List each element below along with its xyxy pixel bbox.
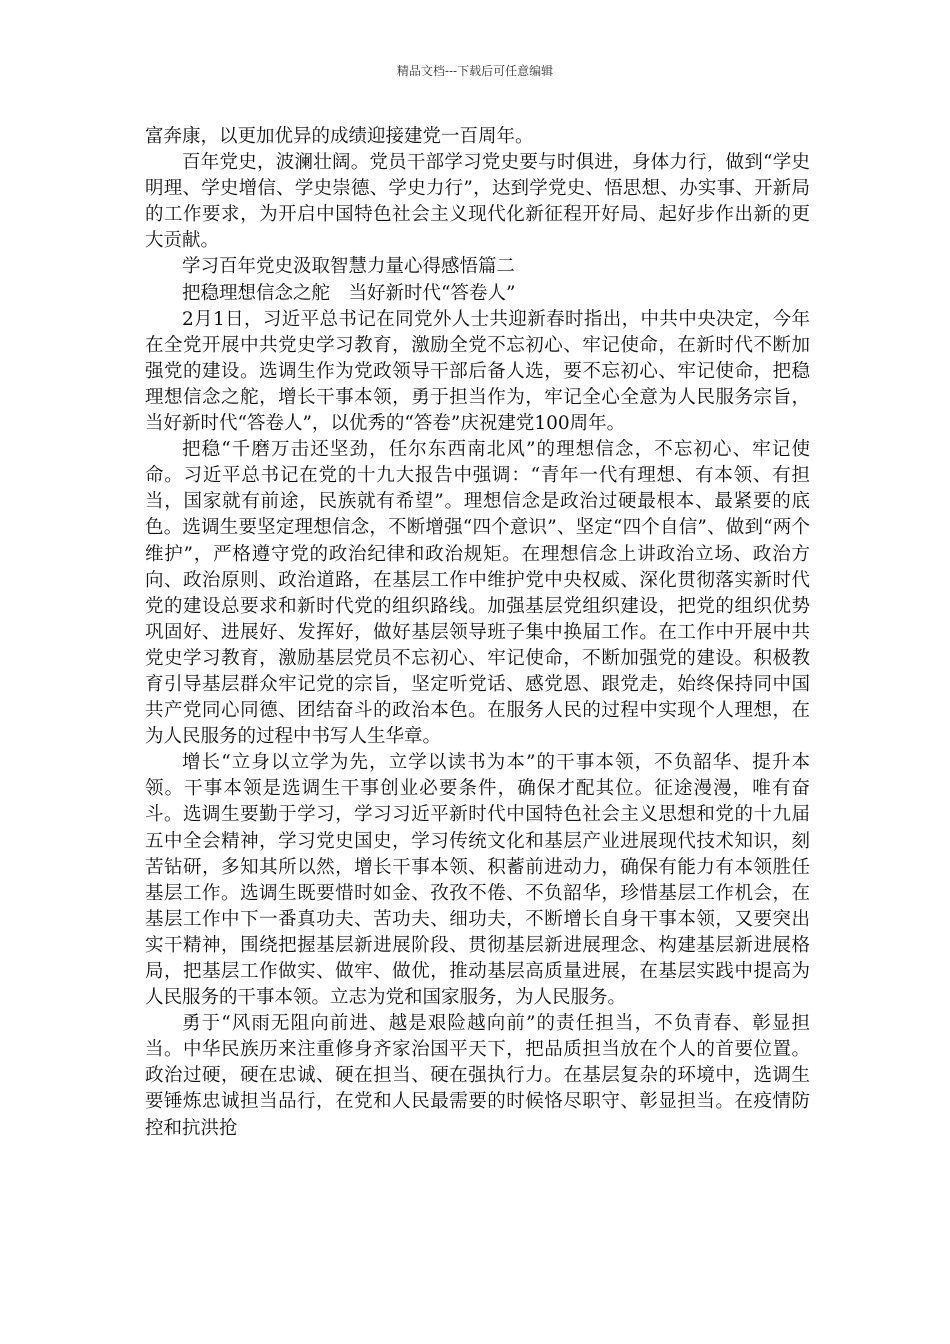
- paragraph-4: 把稳“千磨万击还坚劲，任尔东西南北风”的理想信念，不忘初心、牢记使命。习近平总书记在党的十九大报告中强调：“青年一代有理想、有本领、有担当，国家就有前途，民族就有希望”。理想信念是政治过硬最根本、最紧要的底色。选调生要坚定理想信念，不断增强“四个意识”、坚定“四个自信”、做到“两个维护”，严格遵守党的政治纪律和政治规矩。在理想信念上讲政治立场、政治方向、政治原则、政治道路，在基层工作中维护党中央权威、深化贯彻落实新时代党的建设总要求和新时代党的组织路线。加强基层党组织建设，把党的组织优势巩固好、进展好、发挥好，做好基层领导班子集中换届工作。在工作中开展中共党史学习教育，激励基层党员不忘初心、牢记使命，不断加强党的建设。积极教育引导基层群众牢记党的宗旨，坚定听党话、感党恩、跟党走，始终保持同中国共产党同心同德、团结奋斗的政治本色。在服务人民的过程中实现个人理想，在为人民服务的过程中书写人生华章。: [145, 439, 810, 748]
- paragraph-5: 增长“立身以立学为先，立学以读书为本”的干事本领，不负韶华、提升本领。干事本领是选调生干事创业必要条件，确保才配其位。征途漫漫，唯有奋斗。选调生要勤于学习，学习习近平新时代中国特色社会主义思想和党的十九届五中全会精神，学习党史国史，学习传统文化和基层产业进展现代技术知识，刻苦钻研，多知其所以然，增长干事本领、积蓄前进动力，确保有能力有本领胜任基层工作。选调生既要惜时如金、孜孜不倦、不负韶华，珍惜基层工作机会，在基层工作中下一番真功夫、苦功夫、细功夫，不断增长自身干事本领，又要突出实干精神，围绕把握基层新进展阶段、贯彻基层新进展理念、构建基层新进展格局，把基层工作做实、做牢、做优，推动基层高质量进展，在基层实践中提高为人民服务的干事本领。立志为党和国家服务，为人民服务。: [145, 752, 810, 1009]
- section-title: 学习百年党史汲取智慧力量心得感悟篇二: [182, 256, 516, 278]
- paragraph-1: 富奔康，以更加优异的成绩迎接建党一百周年。: [145, 126, 534, 147]
- page-header: 精品文档---下载后可任意编辑: [396, 64, 554, 78]
- paragraph-6: 勇于“风雨无阻向前进、越是艰险越向前”的责任担当，不负青春、彰显担当。中华民族历来注重修身齐家治国平天下，把品质担当放在个人的首要位置。政治过硬，硬在忠诚、硬在担当、硬在强执行力。在基层复杂的环境中，选调生要锤炼忠诚担当品行，在党和人民最需要的时候恪尽职守、彰显担当。在疫情防控和抗洪抢: [145, 1013, 810, 1139]
- paragraph-2: 百年党史，波澜壮阔。党员干部学习党史要与时俱进，身体力行，做到“学史明理、学史增信、学史崇德、学史力行”，达到学党史、悟思想、办实事、开新局的工作要求，为开启中国特色社会主义现代化新征程开好局、起好步作出新的更大贡献。: [145, 152, 810, 252]
- section-subtitle: 把稳理想信念之舵 当好新时代“答卷人”: [182, 282, 516, 304]
- paragraph-3: 2月1日，习近平总书记在同党外人士共迎新春时指出，中共中央决定，今年在全党开展中共党史学习教育，激励全党不忘初心、牢记使命，在新时代不断加强党的建设。选调生作为党政领导干部后备人选，要不忘初心、牢记使命，把稳理想信念之舵，增长干事本领，勇于担当作为，牢记全心全意为人民服务宗旨，当好新时代“答卷人”，以优秀的“答卷”庆祝建党100周年。: [145, 308, 810, 435]
- document-body: [145, 124, 810, 1142]
